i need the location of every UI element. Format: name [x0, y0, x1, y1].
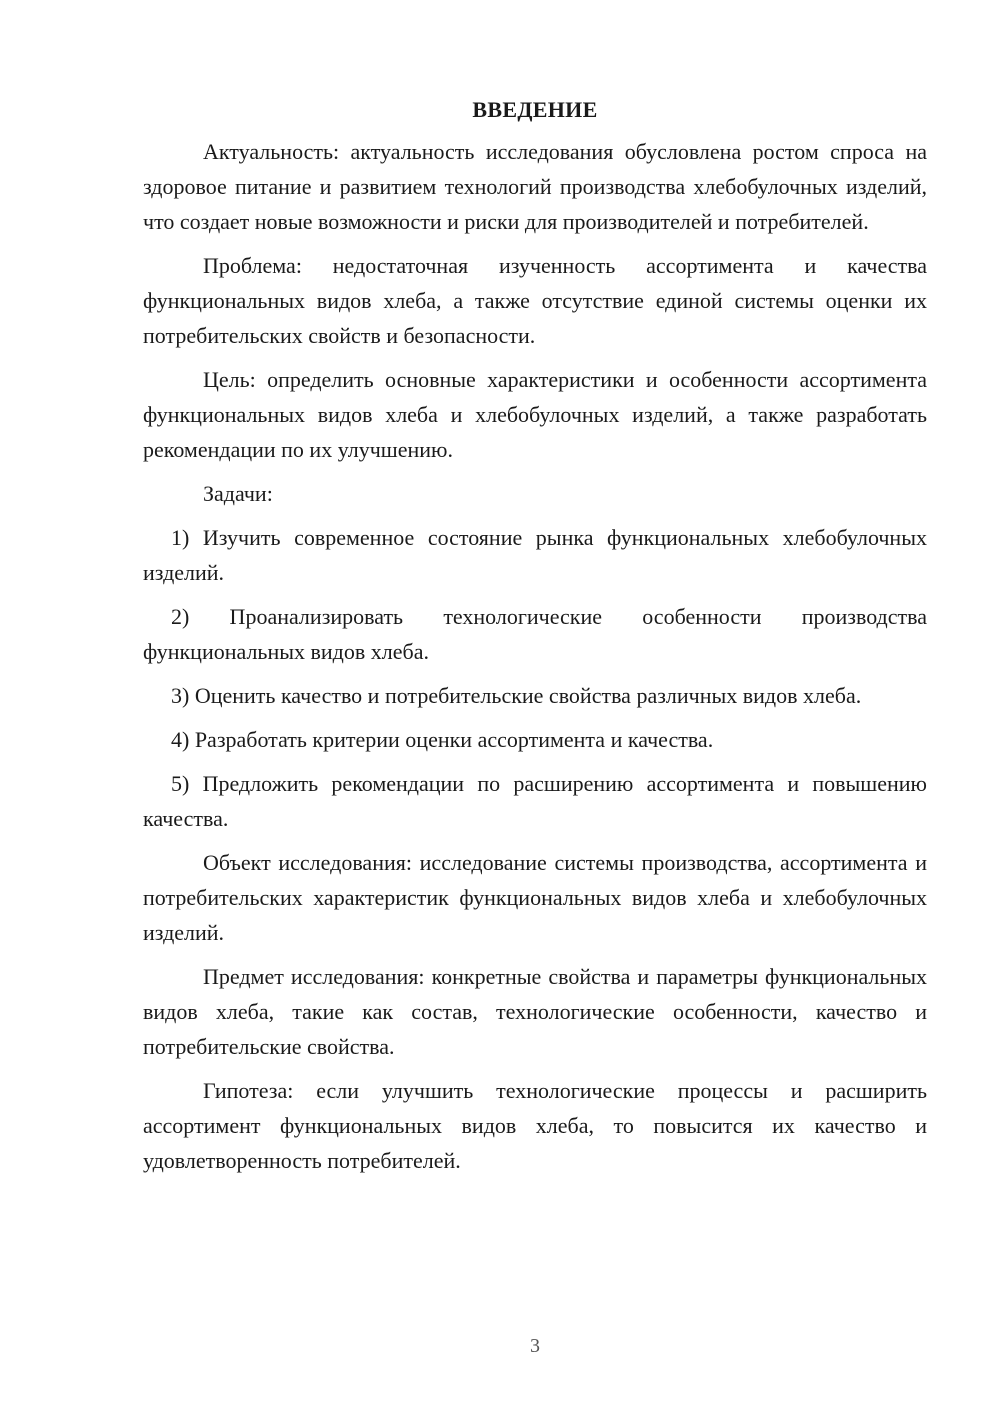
- paragraph-relevance: Актуальность: актуальность исследования обусловлена ростом спроса на здоровое питание и развитием технологий производства хлебобулочных изделий, что создает новые возможности и риски для производителей и потребителей.: [143, 139, 927, 234]
- task-item: 2) Проанализировать технологические особенности производства функциональных видов хлеба.: [143, 604, 927, 664]
- task-item: 4) Разработать критерии оценки ассортимента и качества.: [171, 727, 714, 752]
- task-item: 1) Изучить современное состояние рынка функциональных хлебобулочных изделий.: [143, 525, 927, 585]
- paragraph-hypothesis: Гипотеза: если улучшить технологические процессы и расширить ассортимент функциональных видов хлеба, то повысится их качество и удовлетворенность потребителей.: [143, 1078, 927, 1173]
- task-item: 3) Оценить качество и потребительские свойства различных видов хлеба.: [171, 683, 862, 708]
- paragraph-goal: Цель: определить основные характеристики и особенности ассортимента функциональных видов хлеба и хлебобулочных изделий, а также разработать рекомендации по их улучшению.: [143, 367, 927, 462]
- page-number: 3: [530, 1335, 540, 1357]
- paragraph-subject: Предмет исследования: конкретные свойства и параметры функциональных видов хлеба, такие как состав, технологические особенности, качество и потребительские свойства.: [143, 964, 927, 1059]
- document-page: [143, 92, 927, 1187]
- task-item: 5) Предложить рекомендации по расширению ассортимента и повышению качества.: [143, 771, 927, 831]
- paragraph-problem: Проблема: недостаточная изученность ассортимента и качества функциональных видов хлеба, а также отсутствие единой системы оценки их потребительских свойств и безопасности.: [143, 253, 927, 348]
- paragraph-object: Объект исследования: исследование системы производства, ассортимента и потребительских характеристик функциональных видов хлеба и хлебобулочных изделий.: [143, 850, 927, 945]
- section-title: ВВЕДЕНИЕ: [472, 97, 598, 122]
- tasks-heading: Задачи:: [203, 481, 273, 506]
